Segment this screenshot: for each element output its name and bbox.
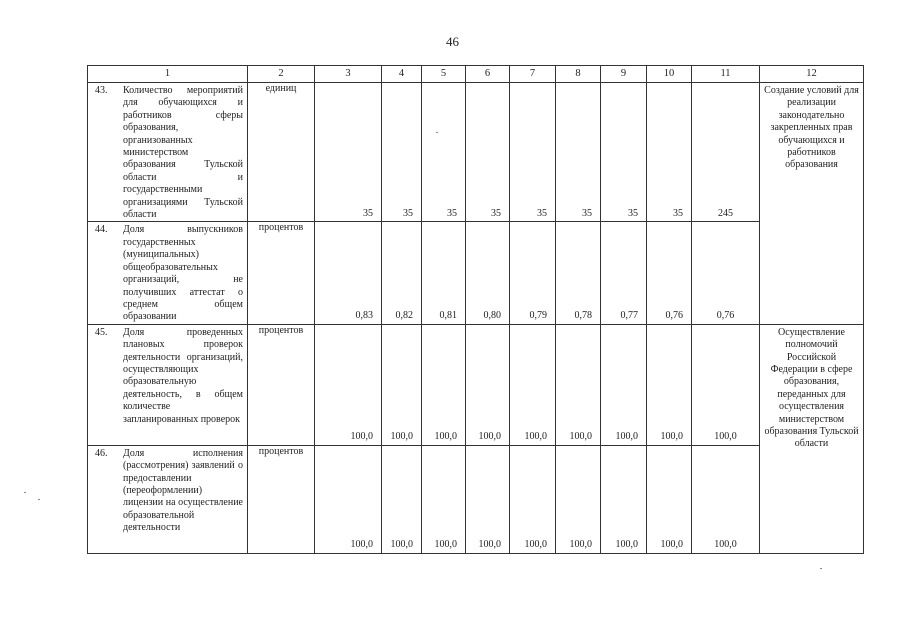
value-cell: 35 <box>422 83 466 222</box>
value-cell: 100,0 <box>510 324 556 445</box>
value-cell: 100,0 <box>556 445 601 553</box>
unit-cell: процентов <box>248 324 315 445</box>
value-cell: 100,0 <box>692 324 760 445</box>
unit-cell: единиц <box>248 83 315 222</box>
value-cell: 0,77 <box>601 222 647 324</box>
value-cell: 0,82 <box>382 222 422 324</box>
row-number: 44. <box>95 224 108 236</box>
value-cell: 100,0 <box>315 445 382 553</box>
value-cell: 100,0 <box>601 324 647 445</box>
value-cell: 100,0 <box>382 445 422 553</box>
header-cell: 11 <box>692 66 760 83</box>
header-cell: 10 <box>647 66 692 83</box>
note-cell: Создание условий для реализации законодательно закрепленных прав обучающихся и работников образования <box>760 83 864 325</box>
value-cell: 0,76 <box>692 222 760 324</box>
header-cell: 5 <box>422 66 466 83</box>
value-cell: 100,0 <box>510 445 556 553</box>
value-cell: 100,0 <box>692 445 760 553</box>
indicator-cell <box>88 222 248 324</box>
row-number: 43. <box>95 85 108 96</box>
indicator-cell <box>88 83 248 222</box>
value-cell: 100,0 <box>601 445 647 553</box>
indicator-name: Количество мероприятий для обучающихся и работников сферы образования, организованных министерством образования Тульской области и государственными организациями Тульской области <box>123 85 243 221</box>
unit-cell: процентов <box>248 222 315 324</box>
header-cell: 2 <box>248 66 315 83</box>
value-cell: 0,78 <box>556 222 601 324</box>
table-row <box>88 83 864 222</box>
value-cell: 100,0 <box>647 445 692 553</box>
table-row <box>88 324 864 445</box>
value-cell: 100,0 <box>556 324 601 445</box>
note-cell: Осуществление полномочий Российской Федерации в сфере образования, переданных для осуществления министерством образования Тульской области <box>760 324 864 553</box>
indicator-table <box>87 65 864 554</box>
indicator-name: Доля исполнения (рассмотрения) заявлений о предоставлении (переоформлении) лицензии на осуществление образовательной деятельности <box>123 447 243 534</box>
indicator-name: Доля выпускников государственных (муниципальных) общеобразовательных организаций, не получивших аттестат о среднем общем образовании <box>123 224 243 323</box>
value-cell: 100,0 <box>647 324 692 445</box>
value-cell: 100,0 <box>422 445 466 553</box>
header-cell: 3 <box>315 66 382 83</box>
header-cell: 6 <box>466 66 510 83</box>
value-cell: 100,0 <box>422 324 466 445</box>
value-cell: 0,81 <box>422 222 466 324</box>
value-cell: 100,0 <box>466 445 510 553</box>
row-number: 45. <box>95 326 108 338</box>
row-number: 46. <box>95 447 108 459</box>
header-cell: 4 <box>382 66 422 83</box>
value-cell: 100,0 <box>466 324 510 445</box>
header-cell: 1 <box>88 66 248 83</box>
header-cell: 8 <box>556 66 601 83</box>
header-row <box>88 66 864 83</box>
scan-speck <box>24 492 26 493</box>
scan-speck <box>820 568 822 569</box>
header-cell: 7 <box>510 66 556 83</box>
header-cell: 9 <box>601 66 647 83</box>
indicator-cell <box>88 324 248 445</box>
value-cell: 0,80 <box>466 222 510 324</box>
unit-cell: процентов <box>248 445 315 553</box>
value-cell: 35 <box>556 83 601 222</box>
value-cell: 100,0 <box>315 324 382 445</box>
value-cell: 35 <box>382 83 422 222</box>
value-cell: 35 <box>510 83 556 222</box>
value-cell: 35 <box>315 83 382 222</box>
value-cell: 35 <box>647 83 692 222</box>
table-row <box>88 445 864 553</box>
table-row <box>88 222 864 324</box>
indicator-cell <box>88 445 248 553</box>
value-cell: 100,0 <box>382 324 422 445</box>
value-cell: 0,79 <box>510 222 556 324</box>
value-cell: 0,76 <box>647 222 692 324</box>
header-cell: 12 <box>760 66 864 83</box>
scan-speck <box>38 499 40 500</box>
value-cell: 245 <box>692 83 760 222</box>
value-cell: 35 <box>601 83 647 222</box>
scan-speck <box>436 132 438 133</box>
value-cell: 0,83 <box>315 222 382 324</box>
value-cell: 35 <box>466 83 510 222</box>
page-number: 46 <box>446 34 459 49</box>
indicator-name: Доля проведенных плановых проверок деятельности организаций, осуществляющих образовательную деятельность, в общем количестве запланированных проверок <box>123 326 243 425</box>
